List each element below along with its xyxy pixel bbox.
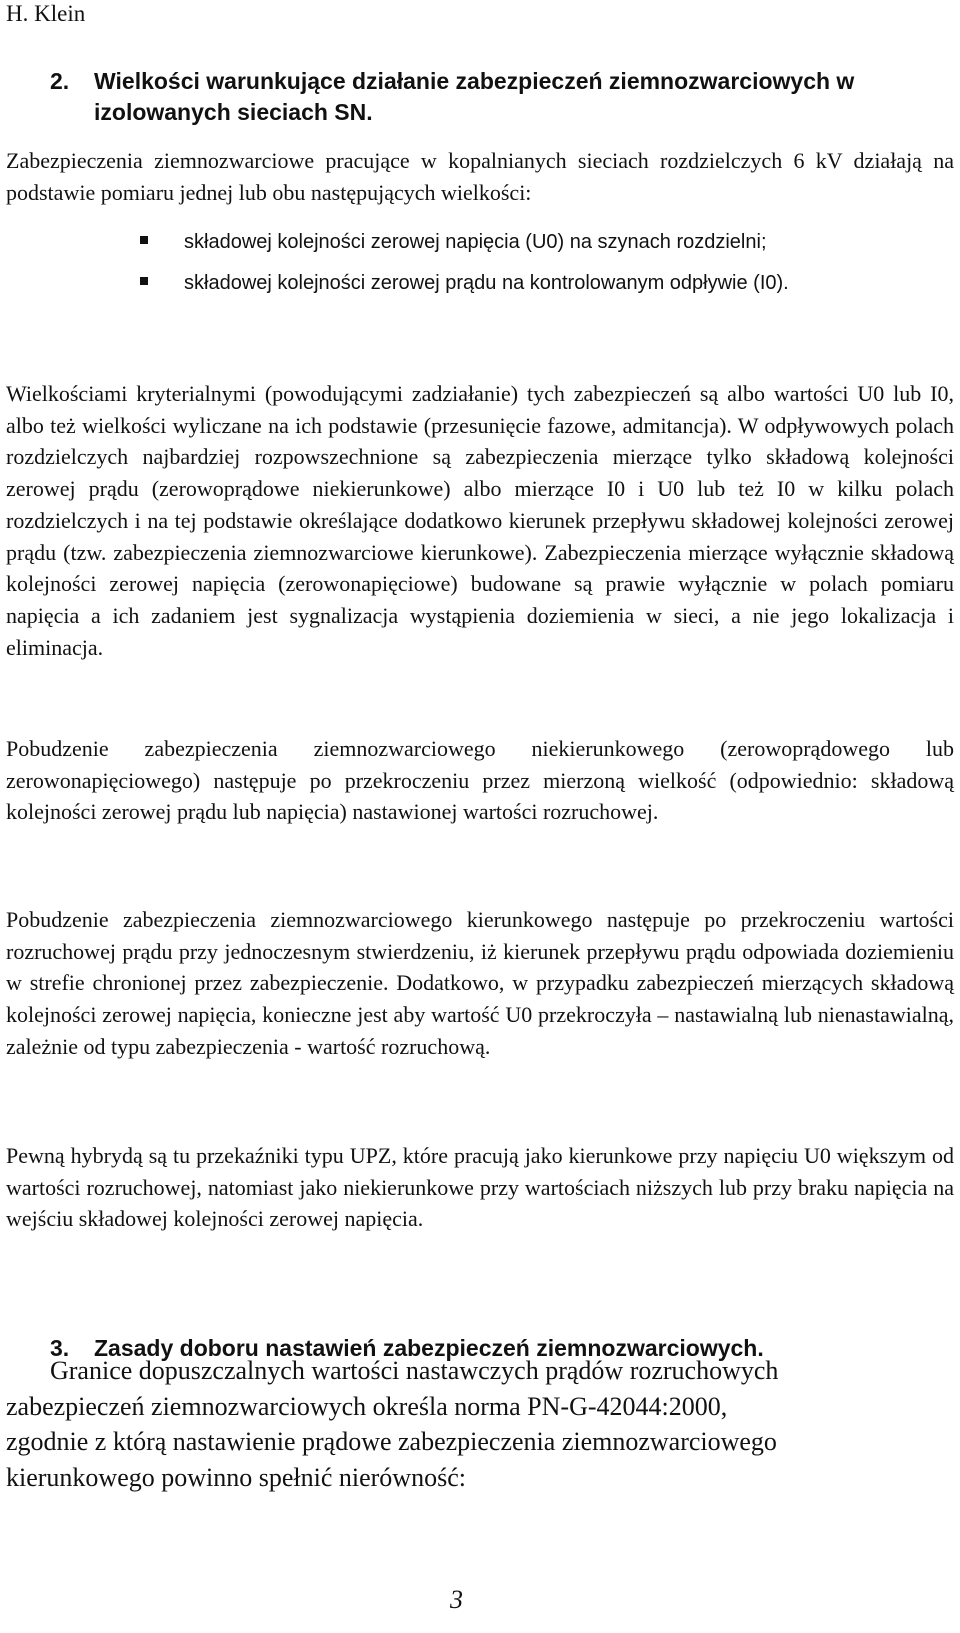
page-header-author: H. Klein [6,1,86,26]
upz-paragraph: Pewną hybrydą są tu przekaźniki typu UPZ, które pracują jako kierunkowe przy napięciu U0 większym od wartości rozruchowej, natomiast jako niekierunkowe przy wartościach niższych lub przy braku napięcia na wejściu składowej kolejności zerowej napięcia. [6,1143,954,1232]
nondirectional-paragraph: Pobudzenie zabezpieczenia ziemnozwarciowego niekierunkowego (zerowoprądowego lub zerowonapięciowego) następuje po przekroczeniu przez mierzoną wielkość (odpowiednio: składową kolejności zerowej prądu lub napięcia) nastawionej wartości rozruchowej. [6,736,954,825]
norm-paragraph [6,1353,906,1495]
list-item [140,227,940,259]
list-item [140,268,940,300]
section-3-number: 3. [50,1335,70,1361]
intro-paragraph: Zabezpieczenia ziemnozwarciowe pracujące w kopalnianych sieciach rozdzielczych 6 kV działają na podstawie pomiaru jednej lub obu następujących wielkości: [6,148,954,205]
paragraph-line: Granice dopuszczalnych wartości nastawczych prądów rozruchowych [50,1356,779,1385]
square-bullet-icon [140,277,148,285]
page-number: 3 [450,1585,463,1614]
square-bullet-icon [140,236,148,244]
directional-paragraph: Pobudzenie zabezpieczenia ziemnozwarciowego kierunkowego następuje po przekroczeniu wartości rozruchowej prądu przy jednoczesnym stwierdzeniu, iż kierunek przepływu prądu odpowiada doziemieniu w strefie chronionej przez zabezpieczenie. Dodatkowo, w przypadku zabezpieczeń mierzących składową kolejności zerowej napięcia, konieczne jest aby wartość U0 przekroczyła – nastawialną lub nienastawialną, zależnie od typu zabezpieczenia - wartość rozruchową. [6,907,954,1059]
paragraph-line: zabezpieczeń ziemnozwarciowych określa norma PN-G-42044:2000, [6,1391,728,1421]
section-2-title: Wielkości warunkujące działanie zabezpieczeń ziemnozwarciowych w izolowanych sieciach SN. [94,68,855,125]
list-item-text: składowej kolejności zerowej prądu na kontrolowanym odpływie (I0). [184,271,789,294]
criteria-paragraph: Wielkościami kryterialnymi (powodującymi zadziałanie) tych zabezpieczeń są albo wartości U0 lub I0, albo też wielkości wyliczane na ich podstawie (przesunięcie fazowe, admitancja). W odpływowych polach rozdzielczych najbardziej rozpowszechnione są zabezpieczenia mierzące tylko składową kolejności zerowej prądu (zerowoprądowe niekierunkowe) albo mierzące I0 i U0 lub też I0 w kilku polach rozdzielczych i na tej podstawie określające dodatkowo kierunek przepływu składowej kolejności zerowej prądu (tzw. zabezpieczenia ziemnozwarciowe kierunkowe). Zabezpieczenia mierzące wyłącznie składową kolejności zerowej napięcia (zerowonapięciowe) budowane są prawie wyłącznie w polach pomiaru napięcia a ich zadaniem jest sygnalizacja wystąpienia doziemienia w sieci, a nie jego lokalizacja i eliminacja. [6,381,954,660]
section-2-number: 2. [50,68,70,94]
paragraph-line: kierunkowego powinno spełnić nierówność: [6,1462,466,1492]
section-3-title: Zasady doboru nastawień zabezpieczeń ziemnozwarciowych. [94,1335,764,1361]
measured-quantities-list [140,227,940,308]
list-item-text: składowej kolejności zerowej napięcia (U0) na szynach rozdzielni; [184,231,767,253]
paragraph-line: zgodnie z którą nastawienie prądowe zabezpieczenia ziemnozwarciowego [6,1427,777,1456]
section-2-heading [50,66,930,128]
